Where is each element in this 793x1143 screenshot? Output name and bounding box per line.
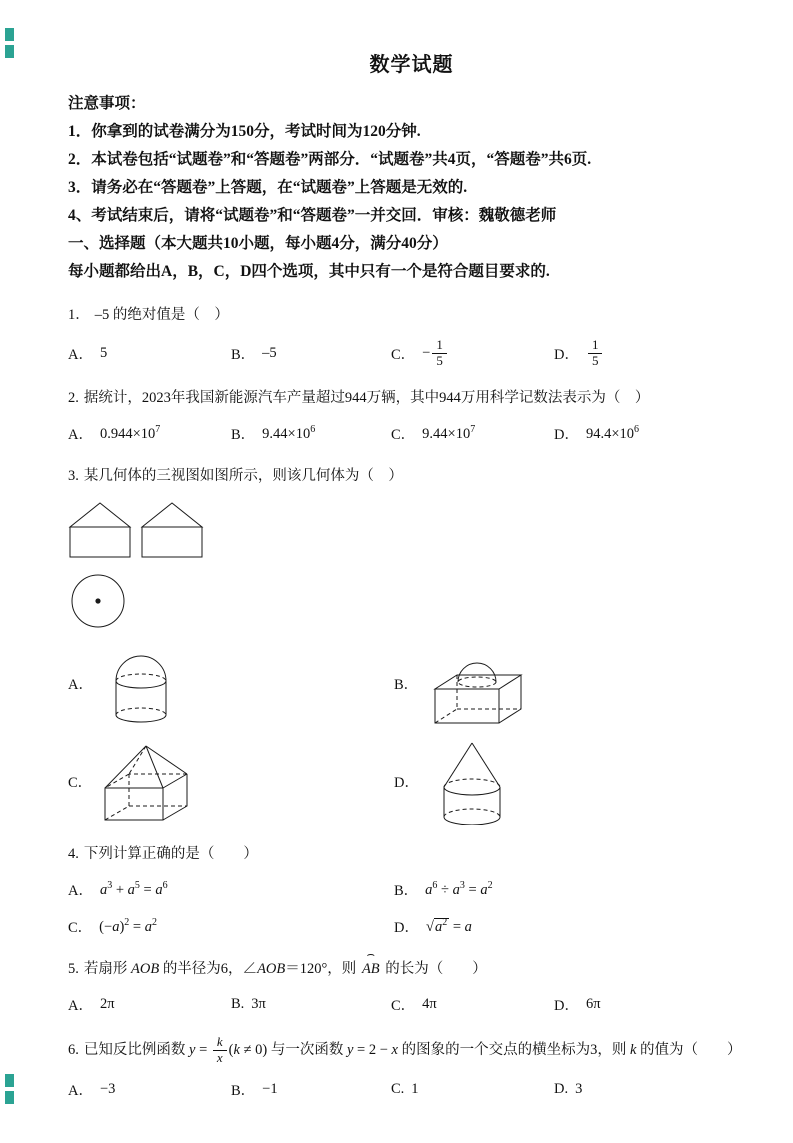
option-d [394,916,755,937]
scan-artifact-mark [5,1074,14,1087]
notice-section [68,90,755,230]
option-a [68,423,231,444]
option-label: B． [231,427,256,444]
question-number: 2. [68,389,79,406]
question-number: 1． [68,307,90,323]
question-number: 3. [68,467,79,484]
option-label: A． [68,883,93,900]
option-d [554,423,755,444]
question-1-stem [68,303,755,327]
question-number: 4. [68,845,79,862]
option-c [391,1081,554,1098]
question-2-options [68,421,755,447]
option-text: $\frac{1}{5}$ [586,338,605,369]
option-label: D. [554,1081,569,1098]
option-text: $√a^2 = a$ [425,917,472,936]
option-b [231,1079,391,1100]
option-text: $a^6 \div a^3 = a^2$ [425,880,493,899]
question-6-options [68,1077,755,1103]
option-c [68,742,394,822]
scan-artifact-mark [5,45,14,58]
question-2-stem [68,386,755,410]
question-3-stem [68,464,755,488]
option-c [391,338,554,369]
option-a [68,643,394,725]
option-d [554,1081,755,1098]
option-c [68,916,394,937]
option-text: 3 [575,1081,583,1098]
option-text: 3π [251,996,266,1013]
option-text: $0.944\times 10^7$ [99,424,161,443]
question-text: –5 的绝对值是（ ） [94,307,229,323]
question-text: 某几何体的三视图如图所示，则该几何体为（ ） [83,467,403,484]
notice-item-3: 3．请务必在“答题卷”上答题，在“试题卷”上答题是无效的. [68,179,468,196]
question-3-options-row-2 [68,739,755,825]
question-text: 下列计算正确的是（ ） [83,845,258,862]
option-a [68,879,394,900]
option-b [231,423,391,444]
option-b [394,639,755,729]
question-1 [68,303,755,369]
cylinder-with-hemisphere-figure [100,643,182,725]
option-text: 2π [99,996,115,1013]
option-text: $(-a)^2 = a^2$ [99,917,157,936]
option-text: 1 [411,1081,419,1098]
option-text: − $\frac{1}{5}$ [422,338,449,369]
question-4-options-row-1 [68,877,755,903]
question-1-options [68,338,755,369]
question-6 [68,1035,755,1103]
question-text: 已知反比例函数 y = $\frac{k}{x}$ (k ≠ 0) 与一次函数 y = 2 − x 的图象的一个交点的横坐标为3，则 k 的值为（ ） [83,1033,742,1065]
option-label: A． [68,427,93,444]
cuboid-with-hemisphere-figure [425,639,529,729]
question-text: 若扇形 AOB 的半径为6，∠AOB＝120°，则 ⌢ AB 的长为（ ） [84,961,487,977]
option-label: C． [68,920,93,937]
circle-with-center-dot-figure [70,573,126,629]
front-and-side-view-figure [68,500,204,559]
question-5 [68,957,755,1018]
top-view-figure [70,573,755,629]
option-b [394,879,755,900]
option-label: C. [391,1081,405,1098]
notice-heading: 注意事项： [68,95,146,112]
option-a [68,994,231,1015]
option-label: B． [394,677,419,694]
three-views-figure [68,500,755,629]
option-d [554,338,755,369]
question-3 [68,464,755,825]
question-6-stem [68,1035,755,1066]
option-label: B． [394,883,419,900]
question-number: 6. [68,1041,79,1058]
option-text: −3 [99,1081,116,1098]
option-text: 4π [422,996,437,1013]
option-label: B． [231,346,256,363]
notice-item-2: 2．本试卷包括“试题卷”和“答题卷”两部分．“试题卷”共4页，“答题卷”共6页. [68,151,592,168]
cylinder-with-cone-figure [426,739,518,825]
option-label: A． [68,1083,93,1100]
option-label: D． [554,346,579,363]
option-text: 5 [99,344,108,361]
option-label: D． [554,427,579,444]
option-label: A． [68,677,93,694]
option-text: $9.44\times 10^7$ [422,424,476,443]
option-label: B. [231,996,245,1013]
section-heading: 一、选择题（本大题共10小题，每小题4分，满分40分） [68,235,448,252]
scan-artifact-mark [5,28,14,41]
option-label: D． [554,998,579,1015]
option-text: –5 [262,344,277,361]
option-label: B． [231,1083,256,1100]
question-5-stem [68,957,755,981]
option-label: A． [68,998,93,1015]
option-label: C． [68,775,93,792]
option-a [68,1079,231,1100]
option-c [391,423,554,444]
question-4-stem [68,842,755,866]
option-text: 6π [585,996,601,1013]
question-2 [68,386,755,447]
option-text: $9.44\times 10^6$ [262,424,316,443]
option-a [68,343,231,364]
question-4 [68,842,755,940]
question-3-options-row-1 [68,639,755,729]
scan-artifact-mark [5,1091,14,1104]
question-4-options-row-2 [68,914,755,940]
option-c [391,994,554,1015]
option-text: −1 [262,1081,278,1098]
option-label: C． [391,998,416,1015]
page-title: 数学试题 [369,54,454,76]
option-text: $a^3 + a^5 = a^6$ [99,880,168,899]
cuboid-with-pyramid-figure [99,742,195,822]
option-d [554,994,755,1015]
option-text: $94.4\times 10^6$ [585,424,640,443]
section-subheading: 每小题都给出A，B，C，D四个选项，其中只有一个是符合题目要求的. [68,263,550,280]
option-d [394,739,755,825]
option-label: A． [68,346,93,363]
notice-item-4: 4、考试结束后，请将“试题卷”和“答题卷”一并交回．审核：魏敬德老师 [68,207,557,224]
option-label: C． [391,427,416,444]
option-label: D． [394,775,419,792]
question-5-options [68,992,755,1018]
question-text: 据统计，2023年我国新能源汽车产量超过944万辆，其中944万用科学记数法表示为（ ） [83,389,650,406]
option-b [231,343,391,364]
question-number: 5. [68,960,79,977]
option-label: D． [394,920,419,937]
notice-item-1: 1．你拿到的试卷满分为150分，考试时间为120分钟. [68,123,421,140]
option-b [231,996,391,1013]
option-label: C． [391,346,416,363]
